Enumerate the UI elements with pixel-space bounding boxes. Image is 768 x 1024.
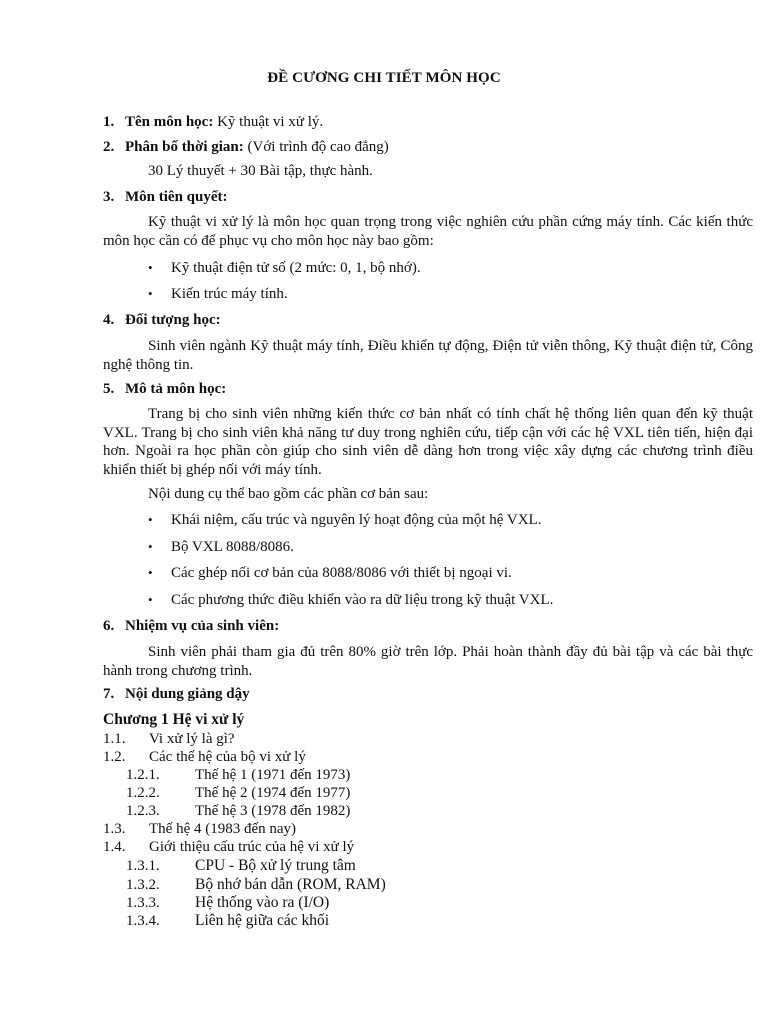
toc-item	[126, 767, 350, 784]
toc-number: 1.3.2.	[126, 877, 160, 893]
content-intro: Nội dung cụ thể bao gồm các phần cơ bản sau:	[148, 486, 429, 502]
description-paragraph: Trang bị cho sinh viên những kiến thức cơ bản nhất có tính chất hệ thống liên quan đến kỹ thuật VXL. Trang bị cho sinh viên khả năng tư duy trong nghiên cứu, tiếp cận với các hệ VXL tiên tiến, hiện đại hơn. Ngoài ra học phần còn giúp cho sinh viên dễ dàng hơn trong việc xây dựng các chương trình điều khiển thiết bị ghép nối với máy tính.	[103, 406, 753, 478]
document-title: ĐỀ CƯƠNG CHI TIẾT MÔN HỌC	[267, 70, 501, 86]
toc-item	[126, 857, 356, 875]
section-3	[103, 189, 228, 206]
toc-item	[126, 894, 329, 912]
toc-number: 1.4.	[103, 839, 126, 855]
bullet-icon	[148, 512, 171, 529]
toc-text: Thế hệ 4 (1983 đến nay)	[149, 821, 297, 837]
toc-number: 1.3.3.	[126, 895, 160, 911]
toc-item	[103, 839, 354, 856]
section-label: Đối tượng học:	[125, 312, 221, 328]
toc-number: 1.2.3.	[126, 803, 160, 819]
bullet-icon	[148, 565, 171, 582]
chapter-heading: Chương 1 Hệ vi xử lý	[103, 711, 245, 728]
toc-number: 1.3.	[103, 821, 126, 837]
section-number: 3.	[103, 189, 115, 205]
toc-text: Các thế hệ của bộ vi xử lý	[149, 749, 306, 765]
bullet-icon	[148, 260, 171, 277]
section-label: Mô tả môn học:	[125, 381, 227, 397]
prerequisite-paragraph: Kỹ thuật vi xử lý là môn học quan trọng trong việc nghiên cứu phần cứng máy tính. Các kiến thức môn học cần có để phục vụ cho môn học này bao gồm:	[103, 214, 753, 249]
toc-item	[103, 749, 306, 766]
toc-item	[126, 876, 386, 894]
toc-text: Bộ nhớ bán dẫn (ROM, RAM)	[195, 876, 386, 893]
section-2	[103, 139, 389, 156]
list-item	[148, 539, 294, 556]
toc-number: 1.2.1.	[126, 767, 160, 783]
section-6	[103, 618, 279, 635]
toc-text: Liên hệ giữa các khối	[195, 912, 330, 929]
section-number: 5.	[103, 381, 115, 397]
list-item-text: Kiến trúc máy tính.	[171, 286, 288, 302]
section-7	[103, 686, 250, 703]
section-label: Tên môn học:	[125, 114, 214, 130]
toc-item	[126, 803, 350, 820]
toc-text: Thế hệ 1 (1971 đến 1973)	[195, 767, 351, 783]
toc-text: Thế hệ 2 (1974 đến 1977)	[195, 785, 351, 801]
section-number: 6.	[103, 618, 115, 634]
section-label: Phân bố thời gian:	[125, 139, 244, 155]
toc-item	[103, 821, 296, 838]
list-item	[148, 286, 288, 303]
toc-text: CPU - Bộ xử lý trung tâm	[195, 857, 356, 874]
section-number: 4.	[103, 312, 115, 328]
list-item	[148, 592, 553, 609]
toc-number: 1.3.1.	[126, 858, 160, 874]
toc-text: Thế hệ 3 (1978 đến 1982)	[195, 803, 351, 819]
toc-number: 1.1.	[103, 731, 126, 747]
section-1	[103, 114, 323, 131]
list-item-text: Bộ VXL 8088/8086.	[171, 539, 294, 555]
toc-text: Vi xử lý là gì?	[149, 731, 235, 747]
list-item-text: Kỹ thuật điện tử số (2 mức: 0, 1, bộ nhớ).	[171, 260, 421, 276]
section-label: Nội dung giảng dậy	[125, 686, 250, 702]
section-number: 2.	[103, 139, 115, 155]
list-item-text: Các ghép nối cơ bản của 8088/8086 với thiết bị ngoại vi.	[171, 565, 512, 581]
toc-item	[103, 731, 235, 748]
bullet-icon	[148, 539, 171, 556]
toc-number: 1.3.4.	[126, 913, 160, 929]
time-allocation-detail: 30 Lý thuyết + 30 Bài tập, thực hành.	[148, 163, 373, 179]
section-number: 1.	[103, 114, 115, 130]
section-value: (Với trình độ cao đẳng)	[247, 139, 389, 155]
section-number: 7.	[103, 686, 115, 702]
toc-number: 1.2.	[103, 749, 126, 765]
list-item	[148, 260, 421, 277]
section-label: Môn tiên quyết:	[125, 189, 228, 205]
list-item	[148, 512, 541, 529]
section-4	[103, 312, 221, 329]
bullet-icon	[148, 592, 171, 609]
student-duties-paragraph: Sinh viên phải tham gia đủ trên 80% giờ trên lớp. Phải hoàn thành đầy đủ bài tập và các bài thực hành trong chương trình.	[103, 644, 753, 679]
list-item-text: Các phương thức điều khiển vào ra dữ liệu trong kỹ thuật VXL.	[171, 592, 554, 608]
bullet-icon	[148, 286, 171, 303]
toc-text: Hệ thống vào ra (I/O)	[195, 894, 330, 911]
audience-paragraph: Sinh viên ngành Kỹ thuật máy tính, Điều khiển tự động, Điện tử viễn thông, Kỹ thuật điện tử, Công nghệ thông tin.	[103, 338, 753, 373]
toc-number: 1.2.2.	[126, 785, 160, 801]
section-value: Kỹ thuật vi xử lý.	[217, 114, 324, 130]
section-label: Nhiệm vụ của sinh viên:	[125, 618, 280, 634]
list-item	[148, 565, 512, 582]
toc-item	[126, 912, 329, 930]
section-5	[103, 381, 226, 398]
toc-item	[126, 785, 350, 802]
list-item-text: Khái niệm, cấu trúc và nguyên lý hoạt động của một hệ VXL.	[171, 512, 542, 528]
toc-text: Giới thiệu cấu trúc của hệ vi xử lý	[149, 839, 355, 855]
